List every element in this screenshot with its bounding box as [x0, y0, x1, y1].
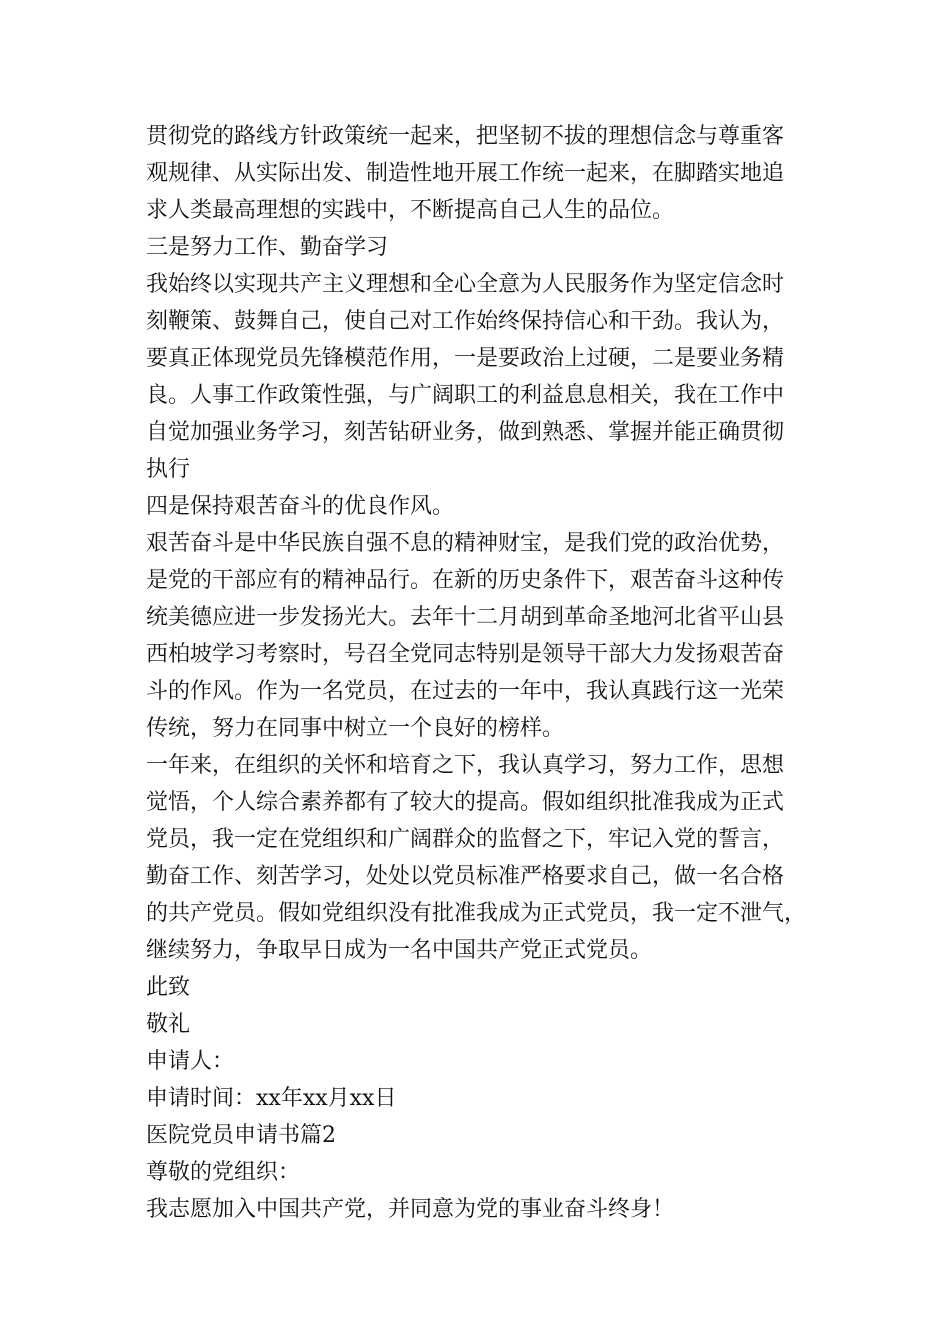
text-line: 传统，努力在同事中树立一个良好的榜样。: [146, 716, 565, 741]
applicant-line: 申请人：: [146, 1049, 235, 1074]
text-line: 良。人事工作政策性强，与广阔职工的利益息息相关，我在工作中: [146, 383, 785, 408]
text-line: 执行: [146, 457, 191, 482]
article-title: 医院党员申请书篇2: [146, 1123, 336, 1148]
text-line: 是党的干部应有的精神品行。在新的历史条件下，艰苦奋斗这种传: [146, 568, 785, 593]
text-line: 的共产党员。假如党组织没有批准我成为正式党员，我一定不泄气，: [146, 901, 807, 926]
section-heading: 三是努力工作、勤奋学习: [146, 235, 389, 260]
text-line: 西柏坡学习考察时，号召全党同志特别是领导干部大力发扬艰苦奋: [146, 642, 785, 667]
text-line: 求人类最高理想的实践中，不断提高自己人生的品位。: [146, 198, 675, 223]
text-line: 要真正体现党员先锋模范作用，一是要政治上过硬，二是要业务精: [146, 346, 785, 371]
section-heading: 四是保持艰苦奋斗的优良作风。: [146, 494, 455, 519]
text-line: 一年来，在组织的关怀和培育之下，我认真学习，努力工作，思想: [146, 753, 785, 778]
text-line: 党员，我一定在党组织和广阔群众的监督之下，牢记入党的誓言，: [146, 827, 785, 852]
text-line: 艰苦奋斗是中华民族自强不息的精神财宝，是我们党的政治优势，: [146, 531, 785, 556]
closing-salute: 敬礼: [146, 1012, 191, 1037]
text-line: 觉悟，个人综合素养都有了较大的提高。假如组织批准我成为正式: [146, 790, 785, 815]
text-line: 斗的作风。作为一名党员，在过去的一年中，我认真践行这一光荣: [146, 679, 785, 704]
text-line: 统美德应进一步发扬光大。去年十二月胡到革命圣地河北省平山县: [146, 605, 785, 630]
text-line: 继续努力，争取早日成为一名中国共产党正式党员。: [146, 938, 653, 963]
text-line: 观规律、从实际出发、制造性地开展工作统一起来，在脚踏实地追: [146, 161, 785, 186]
text-line: 刻鞭策、鼓舞自己，使自己对工作始终保持信心和干劲。我认为，: [146, 309, 785, 334]
text-line: 我始终以实现共产主义理想和全心全意为人民服务作为坚定信念时: [146, 272, 785, 297]
salutation: 尊敬的党组织：: [146, 1160, 301, 1185]
text-line: 自觉加强业务学习，刻苦钻研业务，做到熟悉、掌握并能正确贯彻: [146, 420, 785, 445]
document-body: [146, 118, 836, 1228]
text-line: 贯彻党的路线方针政策统一起来，把坚韧不拔的理想信念与尊重客: [146, 124, 785, 149]
closing-line: 此致: [146, 975, 191, 1000]
text-line: 勤奋工作、刻苦学习，处处以党员标准严格要求自己，做一名合格: [146, 864, 785, 889]
application-date-line: 申请时间：xx年xx月xx日: [146, 1086, 397, 1111]
text-line: 我志愿加入中国共产党，并同意为党的事业奋斗终身！: [146, 1197, 675, 1222]
